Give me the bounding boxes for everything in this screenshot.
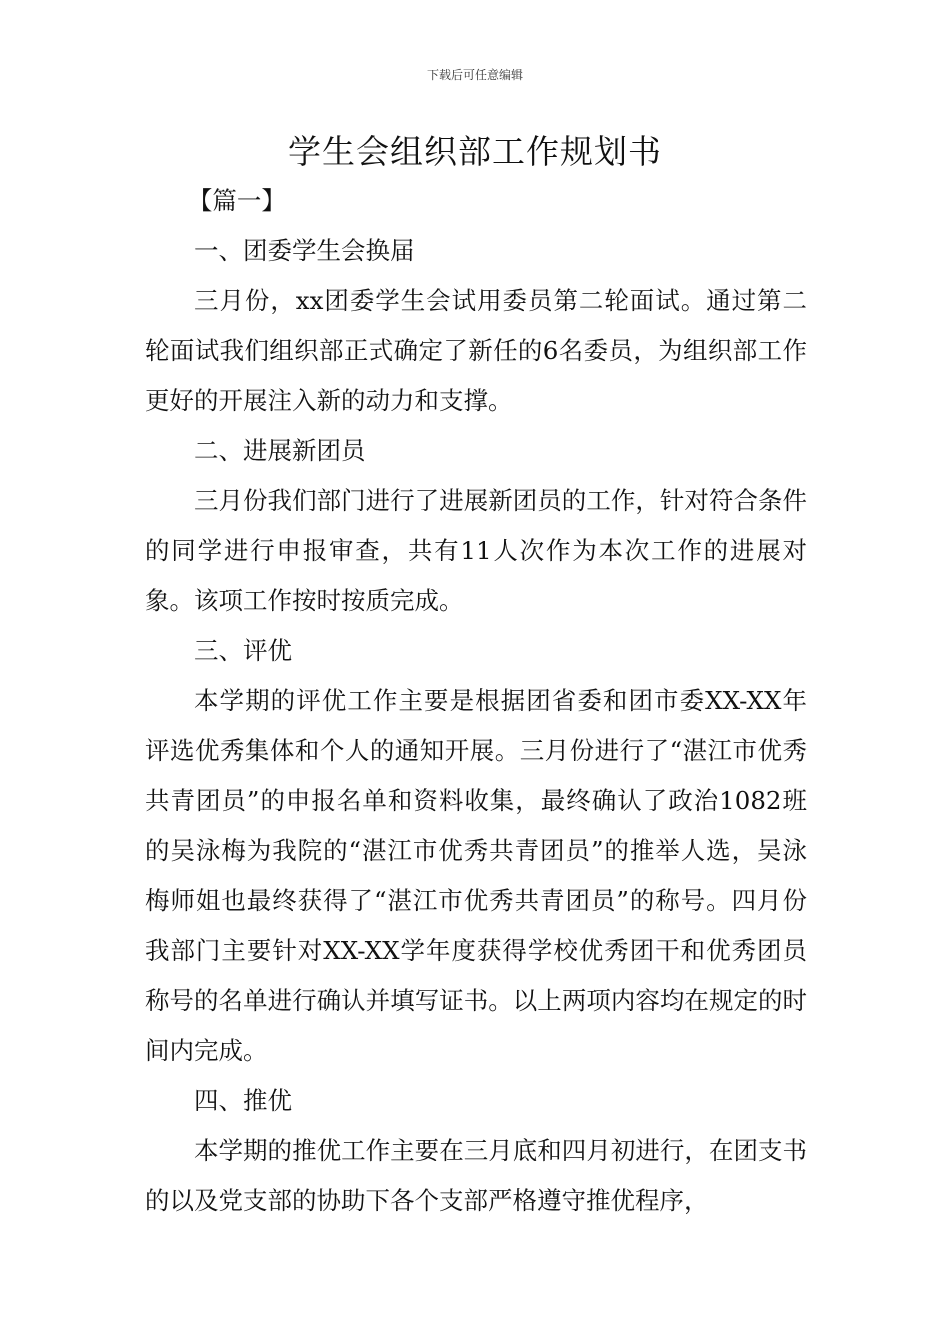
section-heading: 一、团委学生会换届 <box>194 236 415 265</box>
page-header-note: 下载后可任意编辑 <box>426 68 523 82</box>
section-heading: 三、评优 <box>194 636 292 665</box>
paragraph: 本学期的推优工作主要在三月底和四月初进行，在团支书的以及党支部的协助下各个支部严格遵守推优程序， <box>145 1136 807 1215</box>
part-label: 【篇一】 <box>187 186 286 215</box>
paragraph: 三月份，xx团委学生会试用委员第二轮面试。通过第二轮面试我们组织部正式确定了新任的6名委员，为组织部工作更好的开展注入新的动力和支撑。 <box>145 286 807 415</box>
document-body <box>145 176 807 1226</box>
document-title: 学生会组织部工作规划书 <box>288 132 662 171</box>
paragraph: 本学期的评优工作主要是根据团省委和团市委XX-XX年评选优秀集体和个人的通知开展。三月份进行了“湛江市优秀共青团员”的申报名单和资料收集，最终确认了政治1082班的吴泳梅为我院的“湛江市优秀共青团员”的推举人选，吴泳梅师姐也最终获得了“湛江市优秀共青团员”的称号。四月份我部门主要针对XX-XX学年度获得学校优秀团干和优秀团员称号的名单进行确认并填写证书。以上两项内容均在规定的时间内完成。 <box>145 686 807 1065</box>
section-heading: 二、进展新团员 <box>194 436 366 465</box>
paragraph: 三月份我们部门进行了进展新团员的工作，针对符合条件的同学进行申报审查，共有11人次作为本次工作的进展对象。该项工作按时按质完成。 <box>145 486 807 615</box>
section-heading: 四、推优 <box>194 1086 292 1115</box>
